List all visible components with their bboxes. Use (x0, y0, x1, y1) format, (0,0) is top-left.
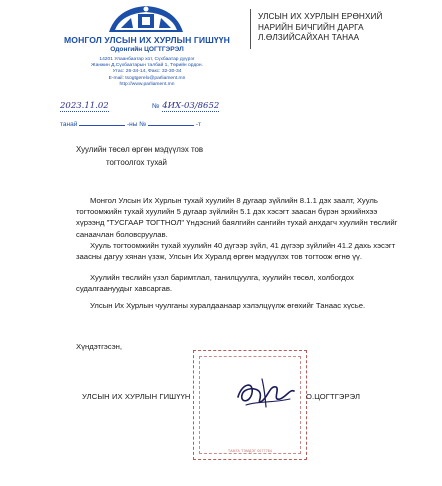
recipient-line: Л.ӨЛЗИЙСАЙХАН ТАНАА (258, 33, 360, 42)
recipient-divider (250, 9, 251, 49)
email-line: E-mail: tsogtgerelo@parliament.mn (108, 76, 186, 81)
body-paragraph: Хууль тогтоомжийн тухай хуулийн 40 дүгээр зүйл, 41 дүгээр зүйлийн 41.2 дахь хэсэгт заасны дагуу хянан үзэж, Улсын Их Хуралд өргөн мэдүүлэх тов тогтоож өгнө үү. (76, 241, 396, 262)
reference-date-blank (79, 119, 125, 126)
reg-number-value: 4ИХ-03/8652 (162, 101, 220, 111)
phone-line: Утас: 26-34-14, Факс: 32-30-34 (112, 69, 182, 74)
body-paragraph: Хуулийн төслийн үзэл баримтлал, танилцуулга, хуулийн төсөл, холбогдох судалгаануудыг хавсаргав. (76, 273, 354, 294)
letter-date: 2023.11.02 (60, 101, 109, 111)
subject-line: тогтоолгох тухай (106, 158, 167, 167)
signature-icon (232, 373, 304, 413)
handwritten-signature (232, 373, 304, 413)
signatory-title: УЛСЫН ИХ ХУРЛЫН ГИШҮҮН (82, 392, 191, 401)
subject-line: Хуулийн төсөл өргөн мэдүүлэх тов (76, 145, 204, 154)
reference-number-blank (148, 119, 194, 126)
t-label: -т (195, 121, 201, 128)
letter-reg-number (152, 101, 219, 111)
website-line: http://www.parliament.mn (119, 82, 175, 87)
recipient-line: УЛСЫН ИХ ХУРЛЫН ЕРӨНХИЙ (258, 12, 383, 21)
org-name: МОНГОЛ УЛСЫН ИХ ХУРЛЫН ГИШҮҮН (64, 35, 230, 45)
address-line: Жанжин Д.Сүхбаатарын талбай 1, Төрийн ордон. (91, 63, 203, 68)
stamp-text: ТАМГА ТЭМДЭГ 0077784 (228, 449, 272, 453)
recipient-block (258, 12, 428, 44)
member-name: Одонгийн ЦОГТГЭРЭЛ (110, 46, 184, 53)
no-label: -ны № (126, 121, 147, 128)
body-paragraph: Улсын Их Хурлын чуулганы хуралдаанаар хэлэлцүүлж өгөхийг Танаас хүсье. (90, 301, 366, 310)
body-paragraph: Монгол Улсын Их Хурлын тухай хуулийн 8 дугаар зүйлийн 8.1.1 дэх заалт, Хууль тогтоомжийн тухай хуулийн 5 дугаар зүйлийн 5.1 дэх хэсэгт заасан бүрэн эрхийнхээ хүрээнд "ТУСГААР ТОГТНОЛ" Үндэсний баялгийн сангийн тухай анхдагч хуулийн төслийг санаачлан боловсруулав. (76, 196, 398, 239)
parliament-emblem (107, 2, 185, 34)
signatory-name: О.ЦОГТГЭРЭЛ (306, 392, 361, 401)
reply-reference-row (60, 119, 236, 128)
emblem-icon (107, 2, 185, 34)
letter-subject (76, 143, 203, 169)
number-sign: № (152, 103, 160, 110)
recipient-line: НАРИЙН БИЧГИЙН ДАРГА (258, 22, 364, 32)
greeting: Хүндэтгэсэн, (76, 342, 123, 351)
address-line: 14201 Улаанбаатар хот, Сүхбаатар дүүрэг (99, 57, 195, 62)
tanai-label: танай (60, 121, 78, 128)
